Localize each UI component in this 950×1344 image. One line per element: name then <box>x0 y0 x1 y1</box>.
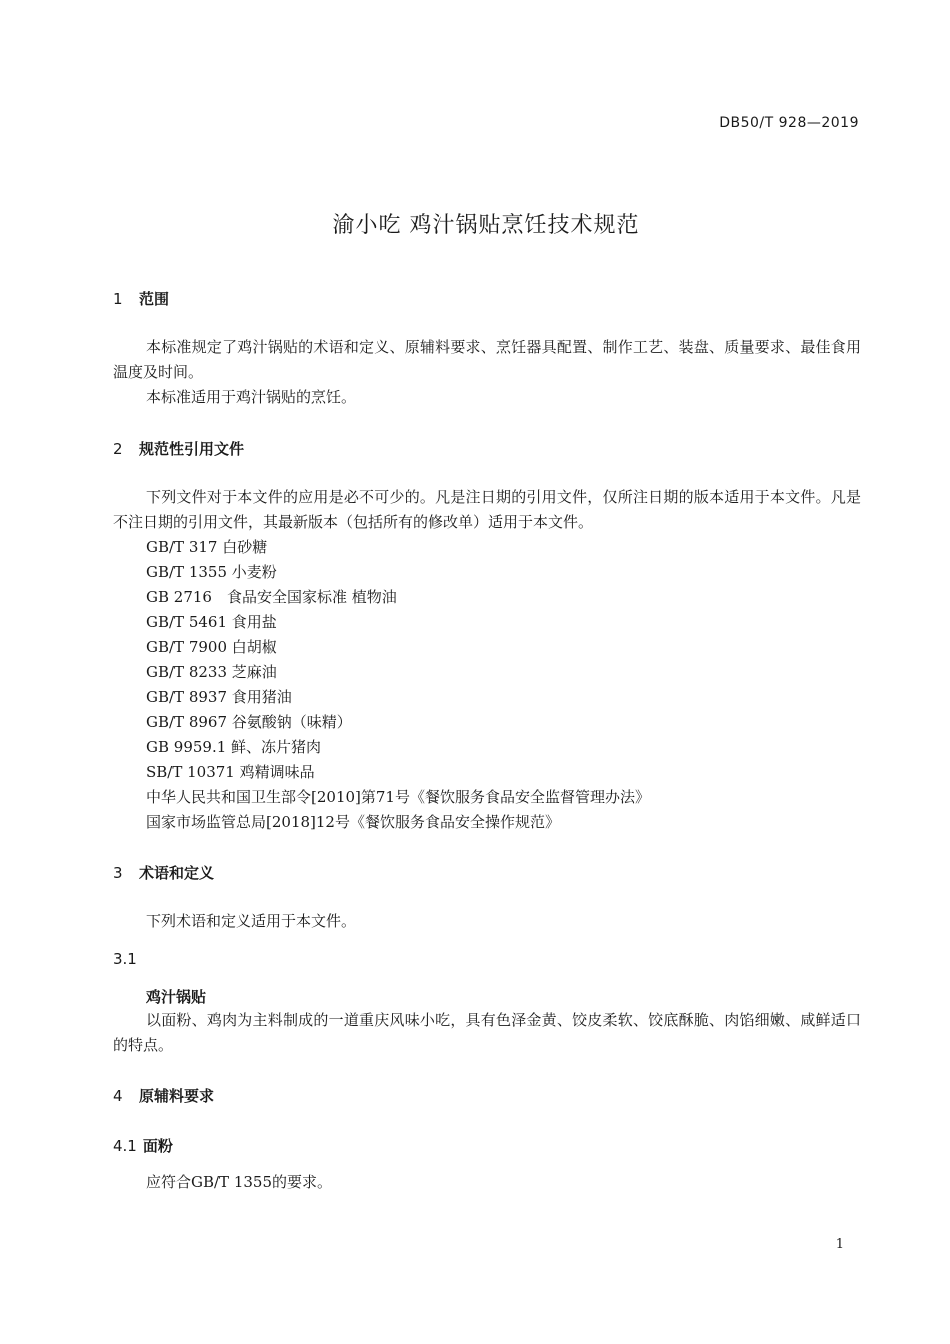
section-number: 2 <box>113 440 123 458</box>
section-number: 3 <box>113 864 123 882</box>
document-code: DB50/T 928—2019 <box>719 115 859 131</box>
reference-item: 国家市场监管总局[2018]12号《餐饮服务食品安全操作规范》 <box>146 813 560 831</box>
reference-item: GB/T 8937 食用猪油 <box>146 688 292 706</box>
subsection-title: 面粉 <box>142 1137 173 1155</box>
term-name: 鸡汁锅贴 <box>146 988 207 1006</box>
flour-requirement: 应符合GB/T 1355的要求。 <box>146 1173 333 1191</box>
scope-paragraph-2: 本标准适用于鸡汁锅贴的烹饪。 <box>146 388 357 406</box>
section-2-heading <box>113 438 244 459</box>
reference-item: GB/T 1355 小麦粉 <box>146 563 277 581</box>
scope-paragraph-1: 本标准规定了鸡汁锅贴的术语和定义、原辅料要求、烹饪器具配置、制作工艺、装盘、质量要求、最佳食用温度及时间。 <box>113 338 861 381</box>
section-title: 规范性引用文件 <box>139 440 245 458</box>
page-number: 1 <box>835 1237 844 1252</box>
reference-item: 中华人民共和国卫生部令[2010]第71号《餐饮服务食品安全监督管理办法》 <box>146 788 650 806</box>
section-title: 原辅料要求 <box>139 1087 215 1105</box>
section-title: 术语和定义 <box>139 864 215 882</box>
reference-item: GB/T 5461 食用盐 <box>146 613 277 631</box>
reference-item: GB/T 7900 白胡椒 <box>146 638 277 656</box>
references-intro: 下列文件对于本文件的应用是必不可少的。凡是注日期的引用文件，仅所注日期的版本适用于本文件。凡是不注日期的引用文件，其最新版本（包括所有的修改单）适用于本文件。 <box>113 488 861 531</box>
section-number: 1 <box>113 290 123 308</box>
term-definition: 以面粉、鸡肉为主料制成的一道重庆风味小吃，具有色泽金黄、饺皮柔软、饺底酥脆、肉馅细嫩、咸鲜适口的特点。 <box>113 1011 861 1054</box>
subsection-4-1-heading <box>113 1135 173 1156</box>
reference-item: GB/T 8233 芝麻油 <box>146 663 277 681</box>
section-1-heading <box>113 288 169 309</box>
subsection-number: 4.1 <box>113 1137 137 1155</box>
document-title: 渝小吃 鸡汁锅贴烹饪技术规范 <box>332 213 640 238</box>
section-number: 4 <box>113 1087 123 1105</box>
section-title: 范围 <box>139 290 170 308</box>
reference-item: GB/T 8967 谷氨酸钠（味精） <box>146 713 352 731</box>
subsection-number: 3.1 <box>113 950 137 968</box>
reference-item: GB 9959.1 鲜、冻片猪肉 <box>146 738 322 756</box>
section-3-heading <box>113 862 214 883</box>
section-4-heading <box>113 1085 214 1106</box>
reference-item: GB/T 317 白砂糖 <box>146 538 268 556</box>
reference-item: GB 2716 食品安全国家标准 植物油 <box>146 588 397 606</box>
reference-item: SB/T 10371 鸡精调味品 <box>146 763 315 781</box>
terms-intro: 下列术语和定义适用于本文件。 <box>146 912 357 930</box>
